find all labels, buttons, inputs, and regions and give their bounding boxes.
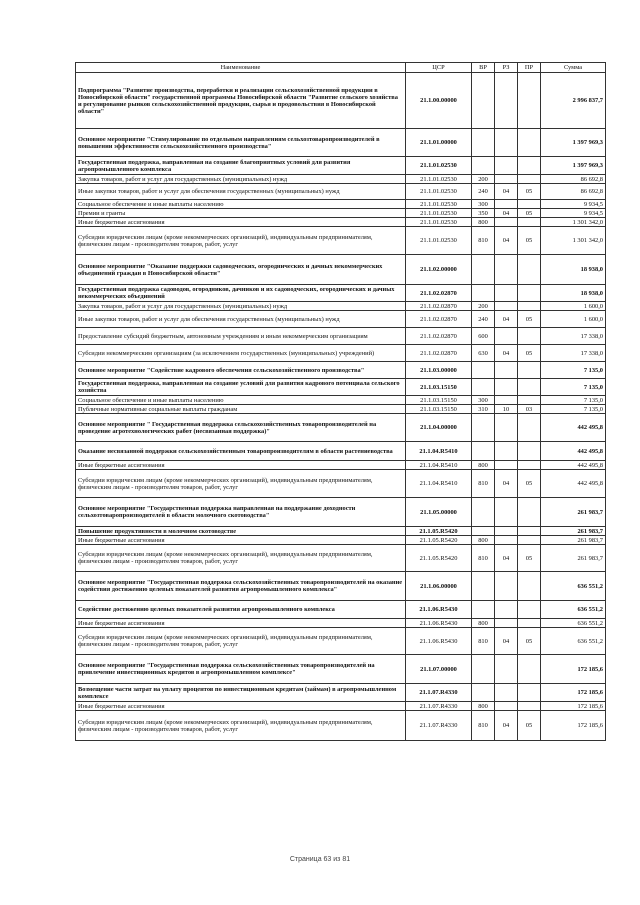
row-csr: 21.1.01.02530 — [406, 184, 472, 200]
row-sum: 172 185,6 — [541, 702, 606, 711]
row-csr: 21.1.05.R5420 — [406, 527, 472, 536]
row-csr: 21.1.02.00000 — [406, 255, 472, 285]
row-name: Основное мероприятие "Стимулирование по отдельным направлениям сельхозтоваропроизводителей в повышении эффективности сельскохозяйственного производства" — [76, 129, 406, 157]
row-sum: 1 301 342,0 — [541, 227, 606, 255]
row-vr: 810 — [472, 545, 495, 572]
row-csr: 21.1.01.02530 — [406, 227, 472, 255]
row-csr: 21.1.05.R5420 — [406, 545, 472, 572]
row-name: Подпрограмма "Развитие производства, переработки и реализации сельскохозяйственной продукции в Новосибирской области" государственной программы Новосибирской области "Развитие сельского хозяйства и регулирование рынков сельскохозяйственной продукции, сырья и продовольствия в Новосибирской области" — [76, 73, 406, 129]
row-rz — [495, 328, 518, 345]
row-rz — [495, 157, 518, 175]
row-pr — [518, 527, 541, 536]
row-name: Государственная поддержка, направленная на создание благоприятных условий для развития агропромышленного комплекса — [76, 157, 406, 175]
row-pr — [518, 285, 541, 302]
table-row — [76, 73, 606, 129]
row-rz — [495, 414, 518, 442]
header-vr: ВР — [472, 63, 495, 73]
row-csr: 21.1.07.00000 — [406, 655, 472, 684]
row-sum: 18 938,0 — [541, 285, 606, 302]
row-csr: 21.1.03.00000 — [406, 362, 472, 379]
table-row — [76, 684, 606, 702]
row-sum: 7 135,0 — [541, 362, 606, 379]
row-sum: 18 938,0 — [541, 255, 606, 285]
row-sum: 442 495,8 — [541, 414, 606, 442]
row-pr — [518, 414, 541, 442]
row-csr: 21.1.06.R5430 — [406, 601, 472, 619]
row-pr — [518, 702, 541, 711]
row-rz — [495, 601, 518, 619]
row-sum: 172 185,6 — [541, 655, 606, 684]
row-name: Субсидии юридическим лицам (кроме некоммерческих организаций), индивидуальным предпринимателям, физическим лицам - производителям товаров, работ, услуг — [76, 711, 406, 741]
row-sum: 7 135,0 — [541, 405, 606, 414]
table-row — [76, 129, 606, 157]
row-pr — [518, 255, 541, 285]
row-csr: 21.1.03.15150 — [406, 405, 472, 414]
row-sum: 261 983,7 — [541, 545, 606, 572]
table-row — [76, 362, 606, 379]
row-rz — [495, 655, 518, 684]
row-name: Иные бюджетные ассигнования — [76, 218, 406, 227]
table-row — [76, 218, 606, 227]
row-name: Закупка товаров, работ и услуг для государственных (муниципальных) нужд — [76, 175, 406, 184]
row-pr — [518, 498, 541, 527]
row-rz — [495, 175, 518, 184]
table-row — [76, 200, 606, 209]
row-csr: 21.1.03.15150 — [406, 379, 472, 396]
row-csr: 21.1.01.02530 — [406, 209, 472, 218]
table-row — [76, 498, 606, 527]
row-csr: 21.1.02.02870 — [406, 328, 472, 345]
row-rz: 04 — [495, 209, 518, 218]
row-vr: 600 — [472, 328, 495, 345]
row-rz: 04 — [495, 545, 518, 572]
table-row — [76, 711, 606, 741]
row-pr: 05 — [518, 311, 541, 328]
table-row — [76, 572, 606, 601]
row-vr: 200 — [472, 302, 495, 311]
row-name: Премии и гранты — [76, 209, 406, 218]
row-pr: 05 — [518, 345, 541, 362]
row-vr — [472, 73, 495, 129]
row-vr — [472, 527, 495, 536]
header-rz: РЗ — [495, 63, 518, 73]
row-sum: 442 495,8 — [541, 470, 606, 498]
row-rz — [495, 702, 518, 711]
table-row — [76, 209, 606, 218]
table-row — [76, 285, 606, 302]
row-csr: 21.1.06.R5430 — [406, 628, 472, 655]
row-name: Иные бюджетные ассигнования — [76, 536, 406, 545]
row-name: Основное мероприятие " Государственная поддержка сельскохозяйственных товаропроизводителей на проведение агротехнологических работ (несвязанная поддержка)" — [76, 414, 406, 442]
row-vr: 630 — [472, 345, 495, 362]
row-rz — [495, 498, 518, 527]
page-number: Страница 63 из 81 — [289, 856, 351, 863]
row-sum: 17 338,0 — [541, 345, 606, 362]
row-vr — [472, 362, 495, 379]
row-sum: 636 551,2 — [541, 628, 606, 655]
table-row — [76, 328, 606, 345]
row-csr: 21.1.07.R4330 — [406, 711, 472, 741]
row-rz — [495, 461, 518, 470]
row-vr: 200 — [472, 175, 495, 184]
row-name: Иные закупки товаров, работ и услуг для обеспечения государственных (муниципальных) нужд — [76, 311, 406, 328]
row-name: Основное мероприятие "Государственная поддержка направленная на поддержание доходности сельхозтоваропроизводителей в области молочного скотоводства" — [76, 498, 406, 527]
row-csr: 21.1.01.02530 — [406, 200, 472, 209]
row-name: Иные бюджетные ассигнования — [76, 702, 406, 711]
row-sum: 172 185,6 — [541, 684, 606, 702]
row-csr: 21.1.06.00000 — [406, 572, 472, 601]
row-pr: 05 — [518, 545, 541, 572]
table-row — [76, 702, 606, 711]
row-csr: 21.1.04.R5410 — [406, 461, 472, 470]
row-csr: 21.1.07.R4330 — [406, 702, 472, 711]
row-name: Иные закупки товаров, работ и услуг для обеспечения государственных (муниципальных) нужд — [76, 184, 406, 200]
row-csr: 21.1.01.02530 — [406, 175, 472, 184]
row-vr: 350 — [472, 209, 495, 218]
row-rz: 04 — [495, 345, 518, 362]
row-rz: 04 — [495, 184, 518, 200]
row-rz: 04 — [495, 711, 518, 741]
row-sum: 1 600,0 — [541, 302, 606, 311]
row-csr: 21.1.01.02530 — [406, 218, 472, 227]
row-vr — [472, 285, 495, 302]
row-name: Предоставление субсидий бюджетным, автономным учреждениям и иным некоммерческим организациям — [76, 328, 406, 345]
row-pr — [518, 379, 541, 396]
row-pr — [518, 175, 541, 184]
row-vr: 800 — [472, 536, 495, 545]
row-csr: 21.1.06.R5430 — [406, 619, 472, 628]
row-vr — [472, 572, 495, 601]
row-name: Оказание несвязанной поддержки сельскохозяйственным товаропроизводителям в области растениеводства — [76, 442, 406, 461]
row-rz — [495, 527, 518, 536]
table-row — [76, 379, 606, 396]
row-rz — [495, 255, 518, 285]
row-rz — [495, 572, 518, 601]
row-name: Основное мероприятие "Государственная поддержка сельскохозяйственных товаропроизводителей на привлечение инвестиционных кредитов в агропромышленном комплексе" — [76, 655, 406, 684]
row-pr: 05 — [518, 628, 541, 655]
row-sum: 261 983,7 — [541, 536, 606, 545]
row-pr — [518, 442, 541, 461]
row-name: Основное мероприятие "Государственная поддержка сельскохозяйственных товаропроизводителей на оказание содействия достижению целевых показателей развития агропромышленного комплекса" — [76, 572, 406, 601]
row-pr — [518, 218, 541, 227]
row-csr: 21.1.04.00000 — [406, 414, 472, 442]
row-vr — [472, 684, 495, 702]
row-vr: 800 — [472, 218, 495, 227]
row-name: Социальное обеспечение и иные выплаты населению — [76, 200, 406, 209]
row-vr — [472, 129, 495, 157]
table-row — [76, 536, 606, 545]
row-sum: 636 551,2 — [541, 619, 606, 628]
row-rz — [495, 379, 518, 396]
row-vr — [472, 442, 495, 461]
row-rz — [495, 684, 518, 702]
table-row — [76, 628, 606, 655]
row-name: Содействие достижению целевых показателей развития агропромышленного комплекса — [76, 601, 406, 619]
row-vr: 810 — [472, 470, 495, 498]
row-sum: 7 135,0 — [541, 396, 606, 405]
row-sum: 9 934,5 — [541, 200, 606, 209]
row-rz — [495, 200, 518, 209]
table-row — [76, 255, 606, 285]
row-vr: 300 — [472, 396, 495, 405]
row-name: Повышение продуктивности в молочном скотоводстве — [76, 527, 406, 536]
row-sum: 9 934,5 — [541, 209, 606, 218]
row-vr: 240 — [472, 184, 495, 200]
row-csr: 21.1.02.02870 — [406, 345, 472, 362]
row-vr — [472, 255, 495, 285]
row-name: Государственная поддержка, направленная на создание условий для развития кадрового потенциала сельского хозяйства — [76, 379, 406, 396]
row-pr — [518, 655, 541, 684]
row-vr — [472, 655, 495, 684]
row-vr: 800 — [472, 619, 495, 628]
row-rz: 04 — [495, 227, 518, 255]
row-csr: 21.1.01.00000 — [406, 129, 472, 157]
table-row — [76, 311, 606, 328]
table-row — [76, 619, 606, 628]
table-header-row — [76, 63, 606, 73]
row-pr — [518, 536, 541, 545]
row-csr: 21.1.04.R5410 — [406, 470, 472, 498]
row-name: Основное мероприятие "Оказание поддержки садоводческих, огороднических и дачных некоммерческих объединений граждан в Новосибирской области" — [76, 255, 406, 285]
row-name: Субсидии юридическим лицам (кроме некоммерческих организаций), индивидуальным предпринимателям, физическим лицам - производителям товаров, работ, услуг — [76, 227, 406, 255]
table-row — [76, 175, 606, 184]
row-vr: 810 — [472, 227, 495, 255]
row-sum: 172 185,6 — [541, 711, 606, 741]
row-pr: 05 — [518, 227, 541, 255]
table-row — [76, 545, 606, 572]
row-sum: 7 135,0 — [541, 379, 606, 396]
row-rz — [495, 619, 518, 628]
row-pr — [518, 157, 541, 175]
row-pr — [518, 73, 541, 129]
row-csr: 21.1.00.00000 — [406, 73, 472, 129]
row-csr: 21.1.07.R4330 — [406, 684, 472, 702]
row-rz — [495, 73, 518, 129]
row-pr — [518, 129, 541, 157]
row-name: Государственная поддержка садоводов, огородников, дачников и их садоводческих, огороднических и дачных некоммерческих объединений — [76, 285, 406, 302]
row-pr: 05 — [518, 470, 541, 498]
row-rz: 04 — [495, 470, 518, 498]
row-csr: 21.1.03.15150 — [406, 396, 472, 405]
row-sum: 442 495,8 — [541, 461, 606, 470]
row-name: Субсидии юридическим лицам (кроме некоммерческих организаций), индивидуальным предпринимателям, физическим лицам - производителям товаров, работ, услуг — [76, 628, 406, 655]
row-name: Субсидии юридическим лицам (кроме некоммерческих организаций), индивидуальным предпринимателям, физическим лицам - производителям товаров, работ, услуг — [76, 470, 406, 498]
header-csr: ЦСР — [406, 63, 472, 73]
row-sum: 1 600,0 — [541, 311, 606, 328]
row-pr — [518, 601, 541, 619]
row-vr — [472, 157, 495, 175]
row-name: Социальное обеспечение и иные выплаты населению — [76, 396, 406, 405]
row-name: Возмещение части затрат на уплату процентов по инвестиционным кредитам (займам) в агропромышленном комплексе — [76, 684, 406, 702]
row-rz — [495, 218, 518, 227]
row-sum: 636 551,2 — [541, 572, 606, 601]
row-csr: 21.1.04.R5410 — [406, 442, 472, 461]
row-sum: 261 983,7 — [541, 527, 606, 536]
row-rz — [495, 536, 518, 545]
row-name: Субсидии некоммерческим организациям (за исключением государственных (муниципальных) учреждений) — [76, 345, 406, 362]
row-pr — [518, 362, 541, 379]
table-row — [76, 655, 606, 684]
table-row — [76, 302, 606, 311]
table-row — [76, 345, 606, 362]
row-vr: 310 — [472, 405, 495, 414]
table-row — [76, 461, 606, 470]
row-pr: 05 — [518, 184, 541, 200]
row-pr — [518, 461, 541, 470]
header-pr: ПР — [518, 63, 541, 73]
table-row — [76, 227, 606, 255]
table-row — [76, 405, 606, 414]
row-name: Иные бюджетные ассигнования — [76, 619, 406, 628]
row-rz — [495, 396, 518, 405]
row-rz: 10 — [495, 405, 518, 414]
row-csr: 21.1.05.R5420 — [406, 536, 472, 545]
row-rz: 04 — [495, 311, 518, 328]
table-row — [76, 527, 606, 536]
row-rz — [495, 362, 518, 379]
row-vr — [472, 601, 495, 619]
table-row — [76, 396, 606, 405]
row-sum: 1 397 969,3 — [541, 157, 606, 175]
row-vr: 810 — [472, 628, 495, 655]
table-body — [76, 73, 606, 741]
table-row — [76, 442, 606, 461]
row-sum: 1 301 342,0 — [541, 218, 606, 227]
row-pr — [518, 200, 541, 209]
row-pr: 05 — [518, 711, 541, 741]
row-name: Основное мероприятие "Содействие кадрового обеспечения сельскохозяйственного производства" — [76, 362, 406, 379]
row-vr: 300 — [472, 200, 495, 209]
row-vr: 800 — [472, 702, 495, 711]
row-sum: 1 397 969,3 — [541, 129, 606, 157]
header-name: Наименование — [76, 63, 406, 73]
row-vr — [472, 414, 495, 442]
row-pr: 05 — [518, 209, 541, 218]
row-pr — [518, 572, 541, 601]
row-vr — [472, 379, 495, 396]
row-pr — [518, 328, 541, 345]
row-csr: 21.1.05.00000 — [406, 498, 472, 527]
row-name: Иные бюджетные ассигнования — [76, 461, 406, 470]
table-row — [76, 184, 606, 200]
header-sum: Сумма — [541, 63, 606, 73]
row-sum: 442 495,8 — [541, 442, 606, 461]
row-rz — [495, 302, 518, 311]
row-name: Публичные нормативные социальные выплаты гражданам — [76, 405, 406, 414]
row-sum: 17 338,0 — [541, 328, 606, 345]
row-vr: 240 — [472, 311, 495, 328]
row-sum: 86 692,8 — [541, 184, 606, 200]
row-name: Субсидии юридическим лицам (кроме некоммерческих организаций), индивидуальным предпринимателям, физическим лицам - производителям товаров, работ, услуг — [76, 545, 406, 572]
row-csr: 21.1.02.02870 — [406, 285, 472, 302]
row-csr: 21.1.01.02530 — [406, 157, 472, 175]
row-pr — [518, 302, 541, 311]
row-pr — [518, 619, 541, 628]
row-rz: 04 — [495, 628, 518, 655]
row-rz — [495, 129, 518, 157]
row-name: Закупка товаров, работ и услуг для государственных (муниципальных) нужд — [76, 302, 406, 311]
row-csr: 21.1.02.02870 — [406, 302, 472, 311]
row-vr — [472, 498, 495, 527]
row-pr: 03 — [518, 405, 541, 414]
row-pr — [518, 396, 541, 405]
row-vr: 810 — [472, 711, 495, 741]
row-pr — [518, 684, 541, 702]
row-sum: 636 551,2 — [541, 601, 606, 619]
table-row — [76, 414, 606, 442]
row-sum: 261 983,7 — [541, 498, 606, 527]
table-row — [76, 601, 606, 619]
row-rz — [495, 442, 518, 461]
table-row — [76, 157, 606, 175]
row-sum: 86 692,8 — [541, 175, 606, 184]
budget-table — [75, 62, 606, 741]
row-rz — [495, 285, 518, 302]
row-csr: 21.1.02.02870 — [406, 311, 472, 328]
row-sum: 2 996 837,7 — [541, 73, 606, 129]
table-row — [76, 470, 606, 498]
row-vr: 800 — [472, 461, 495, 470]
